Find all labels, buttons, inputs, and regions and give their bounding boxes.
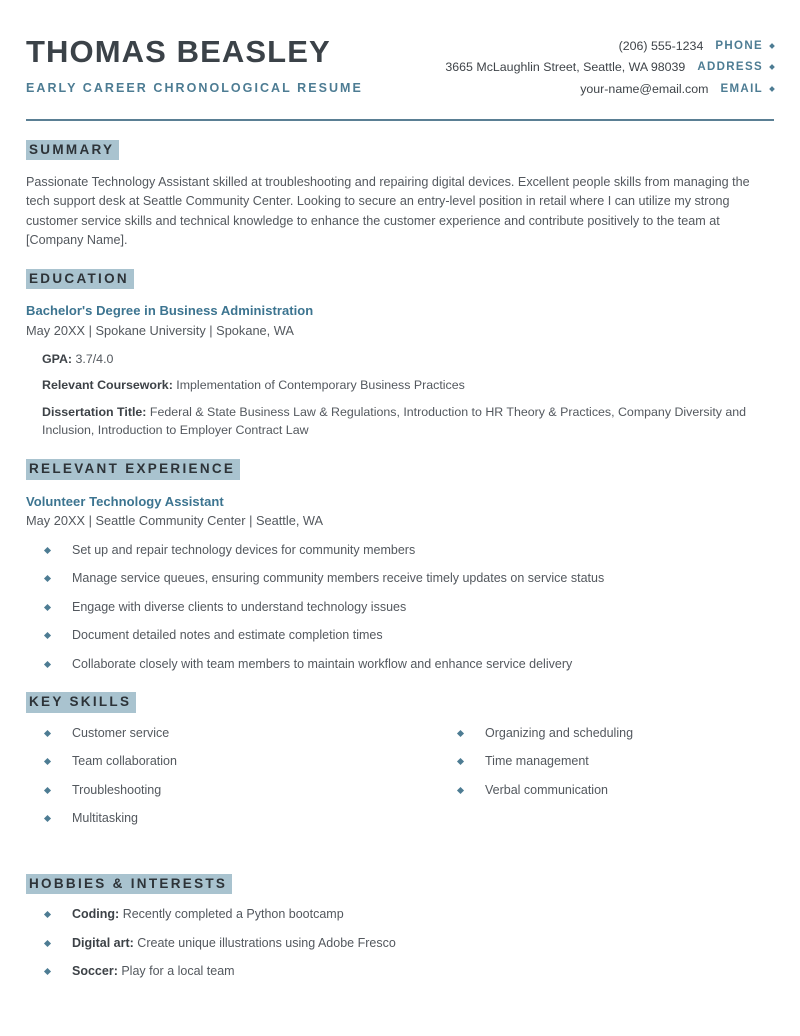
contact-row-email: [580, 82, 774, 96]
diamond-bullet-icon: [44, 632, 51, 639]
section-title-skills: KEY SKILLS: [26, 692, 136, 713]
hobby-entry: [72, 935, 396, 953]
hobby-entry: [72, 963, 235, 981]
experience-bullet-text: Collaborate closely with team members to maintain workflow and enhance service delivery: [72, 656, 573, 671]
skill-text: Organizing and scheduling: [485, 725, 634, 740]
list-item: [45, 627, 774, 645]
candidate-name: THOMAS BEASLEY: [26, 34, 331, 69]
hobby-entry: [72, 906, 344, 924]
diamond-icon: [769, 43, 775, 49]
education-detail-gpa-label: GPA:: [42, 351, 73, 366]
experience-bullet-text: Manage service queues, ensuring community members receive timely updates on service status: [72, 571, 605, 586]
section-education: [26, 269, 774, 440]
experience-role: Volunteer Technology Assistant: [26, 493, 224, 509]
diamond-bullet-icon: [44, 911, 51, 918]
hobby-label: Digital art:: [72, 935, 134, 950]
hobbies-list: [26, 906, 774, 981]
contact-label-email: [720, 83, 774, 95]
education-detail-gpa: [42, 350, 774, 369]
list-item: [45, 906, 774, 924]
skill-text: Troubleshooting: [72, 782, 162, 797]
skill-text: Multitasking: [72, 811, 138, 826]
contact-label-address: [697, 61, 774, 73]
hobby-label: Coding:: [72, 907, 120, 922]
section-summary: [26, 140, 774, 250]
list-item: [45, 810, 458, 828]
section-hobbies: [26, 874, 774, 981]
diamond-bullet-icon: [44, 940, 51, 947]
resume-headline: EARLY CAREER CHRONOLOGICAL RESUME: [26, 80, 363, 95]
list-item: [45, 570, 774, 588]
summary-text: Passionate Technology Assistant skilled at troubleshooting and repairing digital devices. Excellent people skills from managing the tech support desk at Seattle Community Center. Looking to secure an entry-level position in retail where I can utilize my strong customer service skills and technical knowledge to enhance the customer experience and contribute positively to the team at [Company Name].: [26, 175, 750, 247]
contact-block: [445, 34, 774, 96]
education-detail-coursework-label: Relevant Coursework:: [42, 378, 173, 393]
experience-entry: [26, 494, 774, 674]
education-detail-gpa-value: 3.7/4.0: [75, 351, 114, 366]
education-degree: Bachelor's Degree in Business Administration: [26, 303, 314, 319]
contact-label-phone: [715, 40, 774, 52]
list-item: [458, 782, 800, 800]
education-detail-dissertation: [42, 403, 774, 440]
experience-bullet-text: Engage with diverse clients to understand technology issues: [72, 599, 407, 614]
diamond-bullet-icon: [44, 758, 51, 765]
education-detail-coursework-value: Implementation of Contemporary Business Practices: [176, 378, 465, 393]
contact-value-phone: (206) 555-1234: [618, 39, 704, 53]
skill-text: Team collaboration: [72, 754, 177, 769]
education-detail-coursework: [42, 376, 774, 395]
list-item: [458, 725, 800, 743]
diamond-bullet-icon: [457, 730, 464, 737]
skill-text: Verbal communication: [485, 782, 608, 797]
experience-bullet-list: [26, 542, 774, 674]
diamond-bullet-icon: [44, 730, 51, 737]
education-meta: May 20XX | Spokane University | Spokane, WA: [26, 323, 294, 339]
section-skills: [26, 692, 774, 855]
skills-column-left: [45, 725, 458, 839]
resume-header: [26, 26, 774, 96]
list-item: [45, 725, 458, 743]
contact-value-address: 3665 McLaughlin Street, Seattle, WA 98039: [445, 60, 686, 75]
list-item: [458, 753, 800, 771]
diamond-icon: [769, 65, 775, 71]
hobby-label: Soccer:: [72, 964, 118, 979]
experience-meta: May 20XX | Seattle Community Center | Seattle, WA: [26, 513, 324, 529]
list-item: [45, 935, 774, 953]
list-item: [45, 599, 774, 617]
list-item: [45, 782, 458, 800]
diamond-icon: [769, 86, 775, 92]
list-item: [45, 963, 774, 981]
experience-bullet-text: Set up and repair technology devices for community members: [72, 542, 416, 557]
diamond-bullet-icon: [44, 815, 51, 822]
contact-value-email: your-name@email.com: [580, 81, 709, 96]
education-details: [26, 350, 774, 440]
skills-column-right: [458, 725, 800, 839]
diamond-bullet-icon: [44, 604, 51, 611]
section-title-experience: RELEVANT EXPERIENCE: [26, 459, 240, 480]
contact-row-phone: [619, 39, 774, 53]
contact-label-address-text: ADDRESS: [697, 61, 763, 74]
section-title-summary: SUMMARY: [26, 140, 119, 161]
education-detail-dissertation-label: Dissertation Title:: [42, 404, 147, 419]
diamond-bullet-icon: [457, 758, 464, 765]
experience-bullet-text: Document detailed notes and estimate completion times: [72, 628, 383, 643]
hobby-value: Play for a local team: [121, 964, 235, 979]
hobby-value: Recently completed a Python bootcamp: [122, 907, 344, 922]
header-divider: [26, 119, 774, 121]
hobby-value: Create unique illustrations using Adobe Fresco: [137, 935, 396, 950]
diamond-bullet-icon: [457, 787, 464, 794]
diamond-bullet-icon: [44, 547, 51, 554]
diamond-bullet-icon: [44, 968, 51, 975]
education-detail-dissertation-value: Federal & State Business Law & Regulations, Introduction to HR Theory & Practices, Company Diversity and Inclusion, Introduction to Employer Contract Law: [42, 404, 747, 438]
identity-block: [26, 34, 363, 95]
diamond-bullet-icon: [44, 787, 51, 794]
skill-text: Time management: [485, 754, 589, 769]
section-title-education: EDUCATION: [26, 269, 134, 290]
contact-label-email-text: EMAIL: [720, 82, 763, 95]
skill-text: Customer service: [72, 725, 170, 740]
contact-row-address: [445, 60, 774, 74]
list-item: [45, 542, 774, 560]
section-title-hobbies: HOBBIES & INTERESTS: [26, 874, 232, 895]
skills-grid: [26, 725, 774, 855]
diamond-bullet-icon: [44, 661, 51, 668]
list-item: [45, 656, 774, 674]
list-item: [45, 753, 458, 771]
diamond-bullet-icon: [44, 575, 51, 582]
section-experience: [26, 459, 774, 673]
contact-label-phone-text: PHONE: [715, 40, 763, 53]
education-entry: [26, 303, 774, 440]
